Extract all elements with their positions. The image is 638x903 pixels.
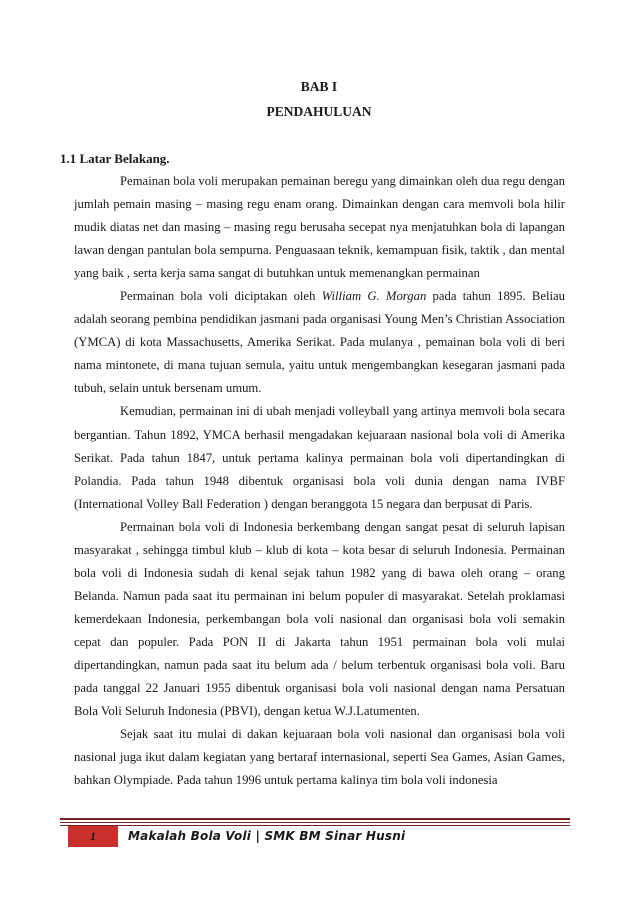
- paragraph: Sejak saat itu mulai di dakan kejuaraan bola voli nasional dan organisasi bola voli nasional juga ikut dalam kegiatan yang bertaraf internasional, seperti Sea Games, Asian Games, bahkan Olympiade. Pada tahun 1996 untuk pertama kalinya tim bola voli indonesia: [74, 727, 565, 788]
- page-number: 1: [90, 829, 96, 843]
- paragraph: [74, 285, 565, 400]
- author-name: William G. Morgan: [321, 289, 427, 304]
- footer-rule: [60, 825, 570, 826]
- chapter-heading: BAB I: [300, 79, 338, 94]
- section-name: Latar Belakang.: [79, 151, 170, 166]
- paragraph: Permainan bola voli di Indonesia berkembang dengan sangat pesat di seluruh lapisan masyarakat , sehingga timbul klub – klub di kota – kota besar di seluruh Indonesia. Permainan bola voli di Indonesia sudah di kenal sejak tahun 1982 yang di bawa oleh orang – orang Belanda. Namun pada saat itu permainan ini belum populer di masyarakat. Setelah proklamasi kemerdekaan Indonesia, perkembangan bola voli nasional dan organisasi bola voli semakin cepat dan populer. Pada PON II di Jakarta tahun 1951 permainan bola voli mulai dipertandingkan, namun pada saat itu belum ada / belum terbentuk organisasi bola voli. Baru pada tanggal 22 Januari 1955 dibentuk organisasi bola voli nasional dengan nama Persatuan Bola Voli Seluruh Indonesia (PBVI), dengan ketua W.J.Latumenten.: [74, 519, 565, 719]
- section-number: 1.1: [60, 151, 77, 166]
- paragraph: Kemudian, permainan ini di ubah menjadi volleyball yang artinya memvoli bola secara bergantian. Tahun 1892, YMCA berhasil mengadakan kejuaraan nasional bola voli di Amerika Serikat. Pada tahun 1847, untuk pertama kalinya permainan bola voli dipertandingkan di Polandia. Pada tahun 1948 dibentuk organisasi bola voli dunia dengan nama IVBF (International Volley Ball Federation ) dengan beranggota 15 negara dan berpusat di Paris.: [74, 404, 565, 511]
- paragraph-text: pada tahun 1895. Beliau adalah seorang pembina pendidikan jasmani pada organisasi Young Men’s Christian Association (YMCA) di kota Massachusetts, Amerika Serikat. Pada mulanya , pemainan bola voli di beri nama mintonete, di mana tujuan semula, yaitu untuk mengembangkan kesegaran jasmani pada tubuh, selain untuk bersenam umum.: [74, 289, 566, 396]
- chapter-title: PENDAHULUAN: [266, 104, 372, 119]
- paragraph-text: Permainan bola voli diciptakan oleh: [120, 289, 322, 304]
- footer-rule: [60, 818, 570, 820]
- section-heading: [60, 151, 170, 167]
- footer-caption: Makalah Bola Voli | SMK BM Sinar Husni: [128, 829, 406, 843]
- body-text: [74, 170, 565, 792]
- page-number-badge: [68, 826, 118, 847]
- paragraph: Pemainan bola voli merupakan pemainan beregu yang dimainkan oleh dua regu dengan jumlah pemain masing – masing regu enam orang. Dimainkan dengan cara memvoli bola hilir mudik diatas net dan masing – masing regu berusaha secepat nya menjatuhkan bola di lapangan lawan dengan pantulan bola sempurna. Penguasaan teknik, kemampuan fisik, taktik , dan mental yang baik , serta kerja sama sangat di butuhkan untuk memenangkan permainan: [74, 174, 565, 281]
- footer-rule: [60, 822, 570, 823]
